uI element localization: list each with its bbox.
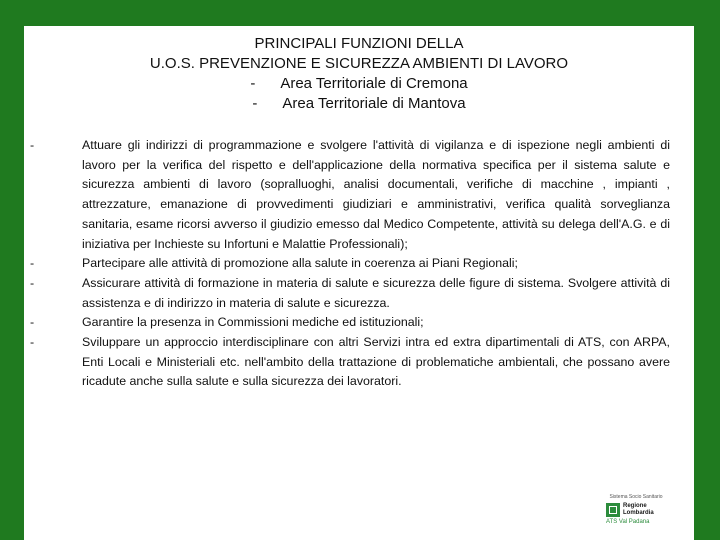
list-item <box>30 313 670 333</box>
functions-list <box>30 136 670 392</box>
list-item-text: Attuare gli indirizzi di programmazione e svolgere l'attività di vigilanza e di ispezione negli ambienti di lavoro per la verifica del rispetto e dell'applicazione della normativa specifica per il sistema salute e sicurezza ambienti di lavoro (sopralluoghi, analisi documentali, verifiche di macchine , impianti , attrezzature, emanazione di provvedimenti giudiziari e amministrativi, verifica qualità sorveglianza sanitaria, esame ricorsi avverso il giudizio emesso dal Medico Competente, attività su delega dell'A.G. e di iniziativa per Inchieste su Infortuni e Malattie Professionali); <box>82 138 670 251</box>
logo-ats-text: ATS Val Padana <box>606 519 650 525</box>
list-item <box>30 333 670 392</box>
list-item-text: Garantire la presenza in Commissioni mediche ed istituzionali; <box>82 315 424 330</box>
title-area-1: - Area Territoriale di Cremona <box>250 75 468 92</box>
slide-title <box>24 34 694 114</box>
list-item-text: Partecipare alle attività di promozione alla salute in coerenza ai Piani Regionali; <box>82 256 518 271</box>
bullet-dash: - <box>30 315 35 330</box>
bullet-dash: - <box>30 256 35 271</box>
title-line-1: PRINCIPALI FUNZIONI DELLA <box>254 35 464 52</box>
regione-lombardia-icon <box>606 503 620 517</box>
title-area-2: - Area Territoriale di Mantova <box>252 95 466 112</box>
bullet-dash: - <box>30 275 35 290</box>
list-item-text: Assicurare attività di formazione in materia di salute e sicurezza delle figure di sistema. Svolgere attività di assistenza e di indirizzo in materia di salute e sicurezza. <box>82 275 670 310</box>
title-line-2: U.O.S. PREVENZIONE E SICUREZZA AMBIENTI DI LAVORO <box>149 55 569 72</box>
list-item <box>30 254 670 274</box>
slide <box>24 26 694 540</box>
logo-top-text: Sistema Socio Sanitario <box>609 494 663 500</box>
list-item <box>30 274 670 313</box>
logo-name-1: Regione <box>623 503 647 509</box>
ats-logo <box>606 494 666 538</box>
logo-name-2: Lombardia <box>623 510 654 516</box>
list-item-text: Sviluppare un approccio interdisciplinare con altri Servizi intra ed extra dipartimentali di ATS, con ARPA, Enti Locali e Ministeriali etc. nell'ambito della trattazione di problematiche ambientali, che possano avere ricadute anche sulla salute e sulla sicurezza dei lavoratori. <box>82 335 670 389</box>
bullet-dash: - <box>30 335 35 350</box>
list-item <box>30 136 670 254</box>
bullet-dash: - <box>30 138 35 152</box>
